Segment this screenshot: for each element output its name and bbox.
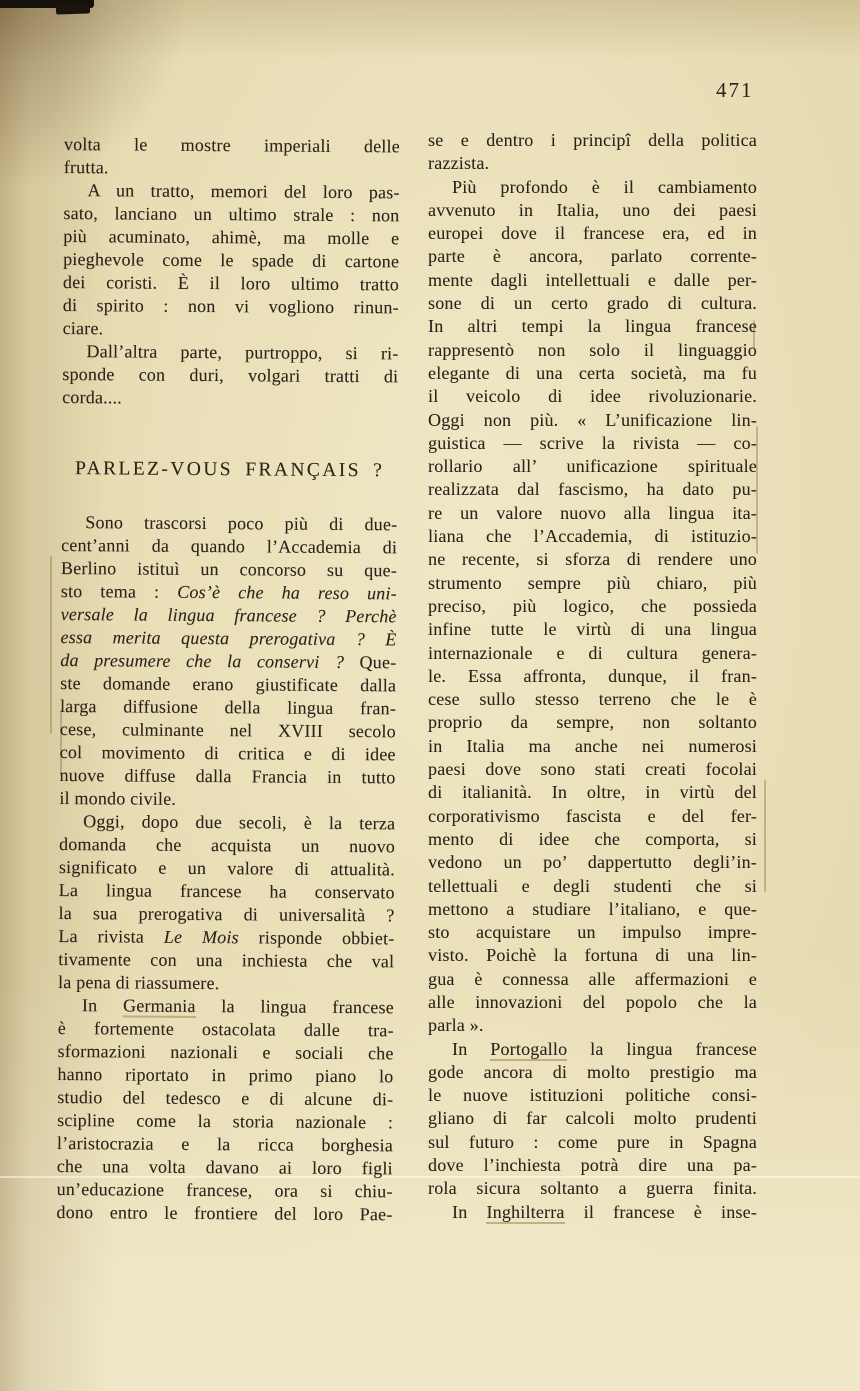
text-line: preciso, più logico, che possieda (428, 595, 757, 616)
text-line: ste domande erano giustificate dalla (60, 672, 397, 696)
text-line: le nuove istituzioni politiche consi- (428, 1085, 757, 1106)
text-line: gua è connessa alle affermazioni e (428, 968, 757, 989)
text-line: il veicolo di idee rivoluzionarie. (428, 386, 757, 407)
text-line: internazionale e di cultura genera- (428, 642, 757, 663)
text-line: il mondo civile. (59, 787, 177, 809)
text-line: tellettuali e degli studenti che si (428, 875, 757, 896)
text-line: le. Essa affronta, dunque, il fran- (428, 665, 757, 686)
text-line: sone di un certo grado di cultura. (428, 293, 757, 314)
text-line: parte è ancora, parlato corrente- (428, 246, 757, 267)
paragraph (56, 994, 394, 1226)
text-line: nuove diffuse dalla Francia in tutto (59, 764, 396, 788)
text-line: cent’anni da quando l’Accademia di (61, 534, 398, 558)
paragraph (59, 511, 397, 812)
text-line: elegante di una certa società, ma fu (428, 362, 757, 383)
text-line: In altri tempi la lingua francese (428, 316, 757, 337)
text-line: rollario all’ unificazione spirituale (428, 456, 757, 477)
text-line: Berlino istituì un concorso su que- (60, 557, 398, 581)
column-right (428, 129, 757, 1224)
text-line: infine tutte le virtù di una lingua (428, 619, 757, 640)
text-line: tivamente con una inchiesta che val (58, 948, 395, 972)
paragraph (428, 1201, 757, 1224)
page-number: 471 (716, 78, 754, 102)
text-line: sato, lanciano un ultimo strale : non (63, 202, 400, 226)
text-line: Più profondo è il cambiamento (452, 176, 757, 197)
text-line: sul futuro : come pure in Spagna (428, 1131, 757, 1152)
paragraph (64, 133, 400, 181)
text-line: dove l’inchiesta potrà dire una pa- (428, 1155, 757, 1176)
text-line: versale la lingua francese ? Perchè (60, 603, 397, 627)
text-line: vedono un po’ dappertutto degli’in- (428, 852, 757, 873)
text-line: di spirito : non vi vogliono rinun- (62, 294, 399, 318)
text-line: sto tema : Cos’è che ha reso uni- (60, 580, 397, 604)
text-line: sto acquistare un impulso impre- (428, 922, 757, 943)
text-line: più acuminato, ahimè, ma molle e (63, 225, 400, 249)
text-line: domanda che acquista un nuovo (58, 833, 396, 857)
paragraph (428, 1038, 757, 1201)
text-line: da presumere che la conservi ? Que- (60, 649, 397, 673)
text-line: A un tratto, memori del loro pas- (87, 180, 400, 203)
text-line: essa merita questa prerogativa ? È (60, 626, 397, 650)
paragraph (428, 176, 757, 1038)
text-line: un’educazione francese, ora si chiu- (56, 1178, 393, 1202)
text-line: larga diffusione della lingua fran- (59, 695, 397, 719)
text-line: studio del tedesco e di alcune di- (57, 1086, 394, 1110)
text-line: realizzata dal fascismo, ha dato pu- (428, 479, 757, 500)
paragraph (63, 179, 400, 342)
text-line: dono entro le frontiere del loro Pae- (56, 1201, 393, 1225)
text-line: la sua prerogativa di universalità ? (58, 902, 395, 926)
text-line: sformazioni nazionali e sociali che (57, 1040, 394, 1064)
text-line: avvenuto in Italia, uno dei paesi (428, 199, 757, 220)
text-line: paesi dove sono stati creati focolai (428, 759, 757, 780)
text-line: dei coristi. È il loro ultimo tratto (62, 271, 400, 295)
column-left (56, 133, 400, 1226)
text-line: alle innovazioni del popolo che la (428, 991, 757, 1012)
text-line: se e dentro i principî della politica (428, 130, 757, 150)
text-line: visto. Poichè la fortuna di una lin- (428, 945, 757, 966)
text-line: La lingua francese ha conservato (58, 879, 395, 903)
text-line: la pena di riassumere. (58, 971, 220, 994)
text-line: strumento sempre più chiaro, più (428, 572, 757, 593)
text-line: Sono trascorsi poco più di due- (85, 512, 398, 535)
text-line: frutta. (63, 156, 109, 178)
text-line: ciare. (62, 317, 104, 339)
text-line: l’aristocrazia e la ricca borghesia (56, 1132, 394, 1156)
text-line: ne recente, si sforza di rendere uno (428, 549, 757, 570)
scan-edge-artifact (56, 3, 90, 14)
paragraph (62, 340, 398, 411)
text-line: Oggi non più. « L’unificazione lin- (428, 409, 757, 430)
text-line: Oggi, dopo due secoli, è la terza (83, 811, 396, 834)
paragraph (428, 129, 757, 176)
text-line: gliano di far calcoli molto prudenti (428, 1108, 757, 1129)
text-line: Dall’altra parte, purtroppo, si ri- (86, 341, 399, 364)
text-line: mettono a studiare l’italiano, e que- (428, 898, 757, 919)
text-line: corporativismo fascista e del fer- (428, 805, 757, 826)
section-heading: PARLEZ-VOUS FRANÇAIS ? (75, 458, 385, 482)
margin-pencil-mark (764, 780, 766, 892)
text-line: di italianità. In oltre, in virtù del (428, 782, 757, 803)
text-line: guistica — scrive la rivista — co- (428, 432, 757, 453)
text-line: hanno riportato in primo piano lo (57, 1063, 394, 1087)
text-line: In Portogallo la lingua francese (428, 1038, 757, 1061)
text-line: scipline come la storia nazionale : (57, 1109, 394, 1133)
text-line: pieghevole come le spade di cartone (63, 248, 400, 272)
text-line: parla ». (428, 1015, 484, 1036)
text-line: volta le mostre imperiali delle (63, 133, 400, 157)
text-line: corda.... (62, 386, 123, 408)
text-line: La rivista Le Mois risponde obbiet- (58, 925, 395, 949)
text-line: cese, culminante nel XVIII secolo (59, 718, 396, 742)
paper-fold-line (50, 556, 52, 734)
pencil-underlined-word: Portogallo (490, 1039, 567, 1061)
text-line: europei dove il francese era, ed in (428, 223, 757, 244)
text-line: liana che l’Accademia, di istituzio- (428, 526, 757, 547)
text-line: che una volta davano ai loro figli (56, 1155, 393, 1179)
text-line: mente dagli intellettuali e dalle per- (428, 269, 757, 290)
text-line: cese sullo stesso terreno che le è (428, 689, 757, 710)
pencil-underlined-word: Inghilterra (486, 1202, 564, 1224)
text-line: in Italia ma anche nei numerosi (428, 735, 757, 756)
text-line: significato e un valore di attualità. (58, 856, 395, 880)
text-line: col movimento di critica e di idee (59, 741, 396, 765)
text-line: re un valore nuovo alla lingua ita- (428, 502, 757, 523)
paragraph (58, 810, 395, 996)
text-line: razzista. (428, 153, 490, 174)
text-line: proprio da sempre, non soltanto (428, 712, 757, 733)
pencil-underlined-word: Germania (123, 995, 196, 1019)
text-line: In Germania la lingua francese (81, 995, 394, 1018)
text-line: è fortemente ostacolata dalle tra- (57, 1017, 394, 1041)
text-line: sponde con duri, volgari tratti di (62, 363, 399, 387)
text-line: rola sicura soltanto a guerra finita. (428, 1178, 757, 1199)
text-line: mento di idee che comporta, si (428, 828, 757, 849)
text-line: gode ancora di molto prestigio ma (428, 1061, 757, 1082)
text-line: rappresentò non solo il linguaggio (428, 339, 757, 360)
text-line: In Inghilterra il francese è inse- (428, 1201, 757, 1224)
